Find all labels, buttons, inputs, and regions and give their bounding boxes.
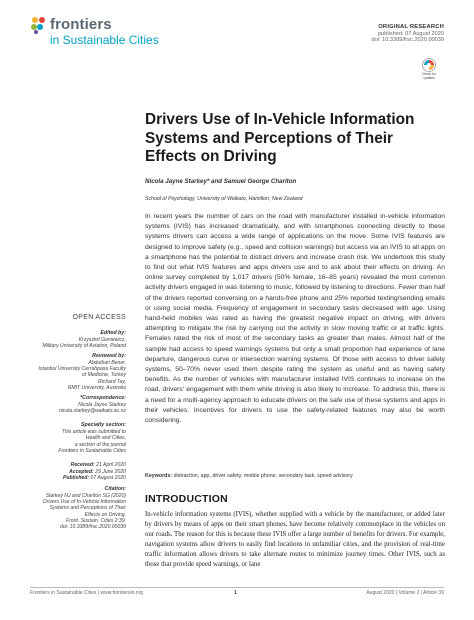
accepted-date — [30, 469, 126, 476]
article-title — [145, 111, 445, 167]
published-date-sidebar — [30, 475, 126, 482]
journal-logo — [30, 16, 190, 48]
correspondence-info[interactable]: Nicola Jayne Starkey nicola.starkey@waikato.ac.nz — [58, 401, 126, 415]
author-list: Nicola Jayne Starkey* and Samuel George Charlton — [145, 178, 297, 185]
introduction-paragraph: In-vehicle information systems (IVIS), whether supplied with a vehicle by the manufacturer, or added later by drivers by means of apps on their smart phones, have become relatively commonplace in the vehicles on our roads. The reason for this is because these IVIS offer a large number of benefits for drivers. For example, navigation systems allow drivers to easily find locations in unfamiliar cities, and the provision of real-time traffic information allows drivers to take alternate routes to minimize journey times. Other IVIS, such as those that provide speed warnings, or lane — [145, 511, 445, 569]
specialty-section-label: Specialty section: — [80, 422, 126, 429]
published-label: Published: — [63, 475, 90, 482]
doi-link[interactable]: doi: 10.3389/frsc.2020.00039 — [371, 37, 444, 44]
crossmark-icon — [419, 58, 439, 73]
received-label: Received: — [70, 462, 95, 469]
footer-issue: August 2020 | Volume 2 | Article 39 — [366, 590, 444, 596]
correspondence-label: *Correspondence: — [80, 395, 126, 402]
abstract: In recent years the number of cars on the road with manufacturer installed in-vehicle information systems (IVIS) has increased dramatically, and with smartphones connecting directly to these systems drivers can access a wide range of applications on the move. Some IVIS features are designed to improve safety (e.g., speed and collision warnings) but access via an IVIS to all apps on a smartphone has the potential to distract drivers and increase crash risk. We undertook this study to find out what IVIS features and apps drivers use and to ask about their effects on driving. An online survey completed by 1,017 drivers (50% female, 16–85 years) revealed the most common activity drivers engaged in was listening to music, followed by listening to directions. Fewer than half of the drivers reported conversing on a hands-free phone and 25% reported texting/sending emails or using social media. Frequency of engagement in secondary tasks decreased with age. Using hand-held mobiles was rated as having the greatest negative impact on driving, with drivers attempting to mitigate the risk by carrying out the activity in slow moving traffic or at traffic lights. Females rated the risk of most of the secondary tasks as greater than males. Almost half of the sample had access to speed warnings systems but only a small proportion had experience of lane departure, dangerous curve or intersection warning systems. Of those with access to driver safety systems, 50–70% never used them despite rating the system as useful and as having safety benefits. As the number of vehicles with manufacturer installed IVIS continues to increase on the road, drivers' engagement with them while driving is also likely to increase. To address this, there is a need for a multi-agency approach to educate drivers on the safe use of these systems and apps in their vehicles. Incentives for drivers to use the safety-related features may also be worth considering. — [145, 213, 445, 425]
article-type: ORIGINAL RESEARCH — [378, 24, 444, 30]
reviewed-by-label: Reviewed by: — [92, 353, 126, 360]
crossmark-line-2: updates — [423, 75, 435, 80]
footer-journal[interactable]: Frontiers in Sustainable Cities | www.frontiersin.org — [30, 590, 144, 596]
accepted-label: Accepted: — [69, 468, 94, 475]
crossmark-badge[interactable] — [419, 58, 439, 80]
keywords-text: distraction, app, driver safety, mobile phone, secondary task, speed advisory — [173, 473, 353, 479]
footer-divider — [30, 587, 444, 588]
published-date: published: 07 August 2020 — [378, 30, 444, 37]
received-value: 21 April 2020 — [96, 462, 126, 469]
citation-info: Starkey NJ and Charlton SG (2020) Drivers Use of In-Vehicle Information Systems and Perceptions of Their Effects on Driving. Front. Sustain. Cities 2:39. doi: 10.3389/frsc.2020.00039 — [42, 492, 126, 531]
edited-by-label: Edited by: — [100, 330, 126, 336]
keywords — [145, 473, 445, 479]
reviewer-info: Abdulbari Bener, Istanbul University Cerrahpasa Faculty of Medicine, Turkey Richard Tay, RMIT University, Australia — [38, 359, 126, 391]
published-value: 07 August 2020 — [90, 475, 126, 482]
title-line-2: Systems and Perceptions of Their — [145, 129, 394, 147]
article-meta — [372, 24, 444, 44]
page-number: 1 — [234, 590, 237, 596]
affiliation: School of Psychology, University of Waikato, Hamilton, New Zealand — [145, 196, 303, 202]
keywords-label: Keywords: — [145, 473, 173, 479]
crossmark-line-1: Check for — [422, 72, 436, 76]
title-line-3: Effects on Driving — [145, 148, 277, 165]
specialty-section-info: This article was submitted to Health and Cities, a section of the journal Frontiers in Sustainable Cities — [58, 429, 126, 454]
frontiers-logo-icon — [30, 16, 48, 34]
accepted-value: 29 June 2020 — [95, 468, 126, 475]
editor-info: Krzysztof Goniewicz, Military University of Aviation, Poland — [42, 336, 126, 349]
received-date — [30, 462, 126, 469]
article-info-sidebar — [30, 314, 126, 530]
journal-name: in Sustainable Cities — [50, 33, 159, 47]
publisher-name: frontiers — [50, 16, 112, 33]
open-access-label: OPEN ACCESS — [72, 314, 126, 321]
citation-label: Citation: — [104, 486, 126, 493]
section-heading-introduction: INTRODUCTION — [145, 493, 228, 505]
title-line-1: Drivers Use of In-Vehicle Information — [145, 111, 415, 128]
crossmark-label — [415, 73, 443, 80]
